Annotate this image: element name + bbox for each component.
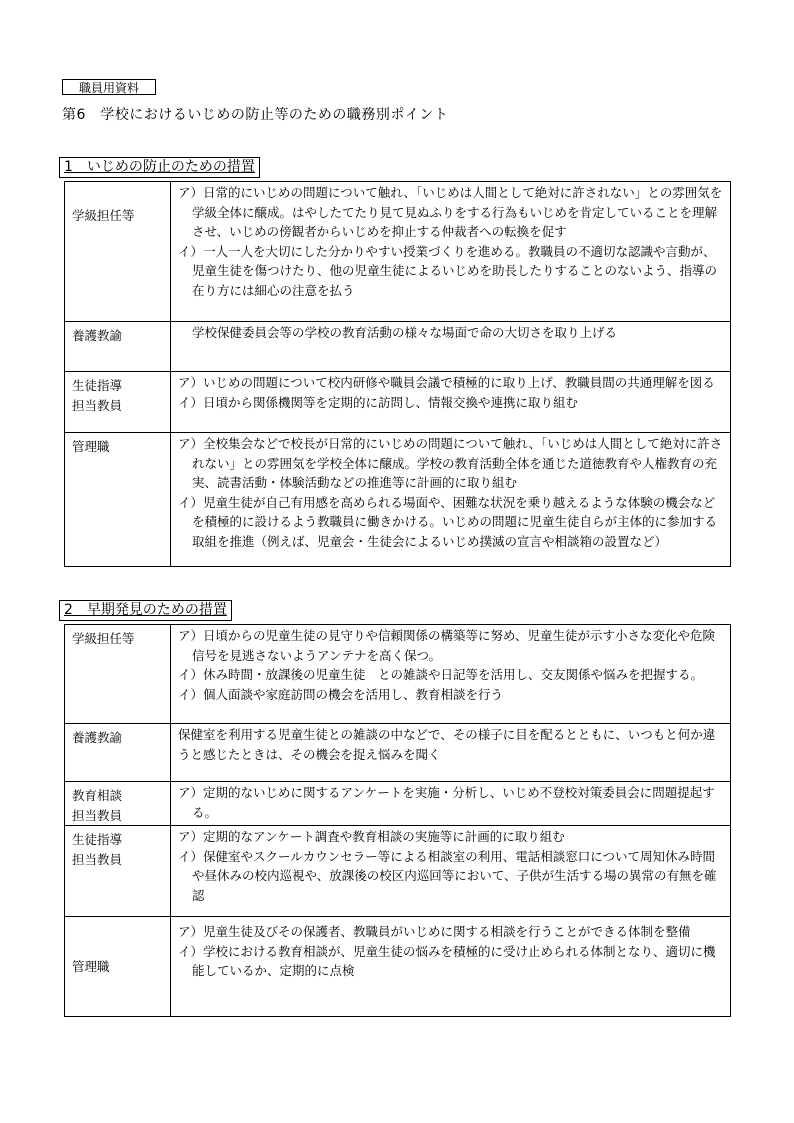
role-label: 養護教諭	[72, 730, 123, 745]
section-heading-early-detection: 2 早期発見のための措置	[59, 600, 232, 621]
list-item: ア）日頃からの児童生徒の見守りや信頼関係の構築等に努め、児童生徒が示す小さな変化や危険信号を見逃さないようアンテナを高く保つ。	[178, 628, 716, 663]
table-row	[65, 724, 731, 782]
role-label: 管理職	[72, 958, 110, 974]
list-item: イ）学校における教育相談が、児童生徒の悩みを積極的に受け止められる体制となり、適切に機能しているか、定期的に点検	[178, 943, 716, 978]
list-item: イ）一人一人を大切にした分かりやすい授業づくりを進める。教職員の不適切な認識や言動が、児童生徒を傷つけたり、他の児童生徒によるいじめを助長したりすることのないよう、指導の在り方には細心の注意を払う	[178, 243, 718, 298]
role-cell	[65, 917, 171, 1017]
early-detection-table	[64, 624, 731, 1017]
role-label-line: 教育相談	[72, 788, 123, 803]
content-cell	[171, 433, 731, 567]
list-item: イ）保健室やスクールカウンセラー等による相談室の利用、電話相談窓口について周知休み時間や昼休みの校内巡視や、放課後の校区内巡回等において、子供が生活する場の異常の有無を確認	[178, 848, 717, 903]
role-label: 学級担任等	[72, 208, 135, 223]
list-item: イ）休み時間・放課後の児童生徒 との雑談や日記等を活用し、交友関係や悩みを把握する。	[178, 667, 704, 682]
table-row	[65, 372, 731, 433]
role-label: 管理職	[72, 439, 110, 454]
table-row	[65, 782, 731, 826]
role-cell	[65, 625, 171, 724]
list-item: ア）定期的なアンケート調査や教育相談の実施等に計画的に取り組む	[178, 829, 565, 844]
content-cell	[171, 724, 731, 782]
role-cell	[65, 724, 171, 782]
table-row	[65, 917, 731, 1017]
role-label-line: 担当教員	[72, 397, 123, 413]
role-label-line: 生徒指導	[72, 378, 123, 393]
role-label: 養護教諭	[72, 328, 123, 343]
content-cell	[171, 322, 731, 372]
table-row	[65, 625, 731, 724]
list-item: 保健室を利用する児童生徒との雑談の中などで、その様子に目を配るとともに、いつもと何か違うと感じたときは、その機会を捉え悩みを聞く	[178, 727, 716, 762]
list-item: ア）全校集会などで校長が日常的にいじめの問題について触れ、「いじめは人間として絶対に許されない」との雰囲気を学校全体に醸成。学校の教育活動全体を通じた道徳教育や人権教育の充実、読書活動・体験活動などの推進等に計画的に取り組む	[178, 436, 723, 490]
list-item: ア）児童生徒及びその保護者、教職員がいじめに関する相談を行うことができる体制を整備	[178, 924, 691, 939]
content-cell	[171, 826, 731, 917]
role-label: 学級担任等	[72, 631, 135, 646]
page-title: 第6 学校におけるいじめの防止等のための職務別ポイント	[62, 107, 449, 123]
list-item: ア）日常的にいじめの問題について触れ、「いじめは人間として絶対に許されない」との雰囲気を学級全体に醸成。はやしたてたり見て見ぬふりをする行為もいじめを肯定していることを理解させ、いじめの傍観者からいじめを抑止する仲裁者への転換を促す	[178, 185, 723, 239]
role-cell	[65, 826, 171, 917]
role-cell	[65, 433, 171, 567]
table-row	[65, 433, 731, 567]
role-cell	[65, 372, 171, 433]
list-item: ア）定期的ないじめに関するアンケートを実施・分析し、いじめ不登校対策委員会に問題提起する。	[178, 785, 715, 820]
content-cell	[171, 917, 731, 1017]
list-item: イ）個人面談や家庭訪問の機会を活用し、教育相談を行う	[178, 686, 504, 702]
prevention-table	[64, 181, 731, 567]
list-item: イ）児童生徒が自己有用感を高められる場面や、困難な状況を乗り越えるような体験の機会などを積極的に設けるよう教職員に働きかける。いじめの問題に児童生徒自らが主体的に参加する取組を推進（例えば、児童会・生徒会によるいじめ撲滅の宣言や相談箱の設置など）	[178, 494, 718, 549]
content-cell	[171, 625, 731, 724]
content-cell	[171, 182, 731, 322]
table-row	[65, 182, 731, 322]
list-item: ア）いじめの問題について校内研修や職員会議で積極的に取り上げ、教職員間の共通理解を図る	[178, 375, 715, 390]
content-cell	[171, 782, 731, 826]
role-cell	[65, 782, 171, 826]
section-heading-prevention: 1 いじめの防止のための措置	[59, 157, 260, 178]
role-cell	[65, 182, 171, 322]
table-row	[65, 322, 731, 372]
content-cell	[171, 372, 731, 433]
table-row	[65, 826, 731, 917]
role-label-line: 担当教員	[72, 851, 123, 867]
list-item: 学校保健委員会等の学校の教育活動の様々な場面で命の大切さを取り上げる	[192, 325, 618, 340]
role-label-line: 生徒指導	[72, 832, 123, 847]
staff-material-label: 職員用資料	[62, 79, 156, 95]
role-label-line: 担当教員	[72, 807, 123, 823]
role-cell	[65, 322, 171, 372]
list-item: イ）日頃から関係機関等を定期的に訪問し、情報交換や連携に取り組む	[178, 394, 579, 410]
